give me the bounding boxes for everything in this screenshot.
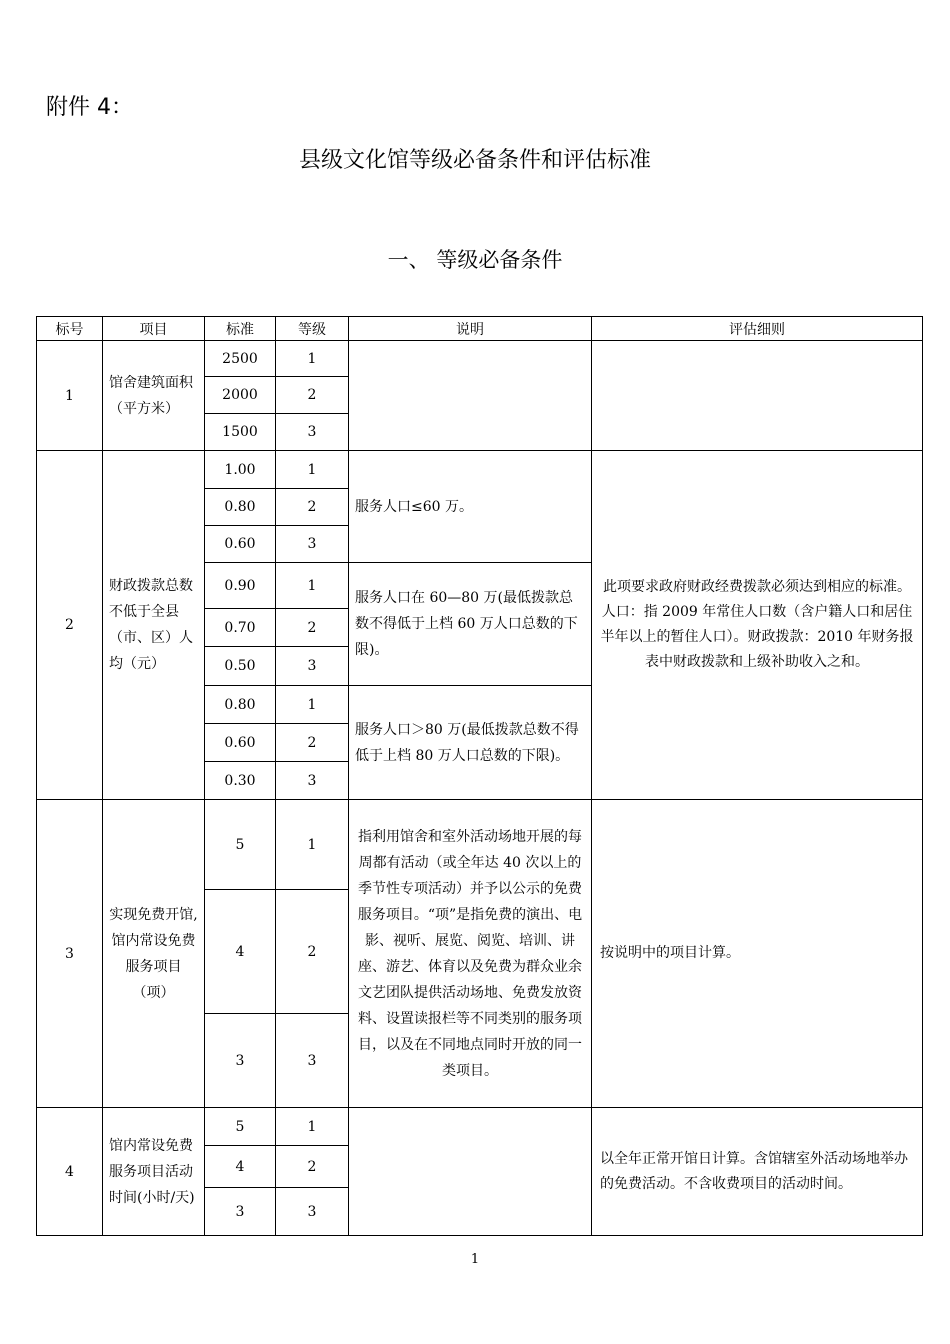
section-heading: 一、 等级必备条件 <box>387 248 563 272</box>
table-row <box>37 341 923 377</box>
item-cell: 实现免费开馆,馆内常设免费服务项目（项） <box>103 800 205 1108</box>
row-number: 4 <box>37 1108 103 1236</box>
rule-cell: 按说明中的项目计算。 <box>592 800 923 1108</box>
table-row <box>37 800 923 890</box>
row-number: 2 <box>37 451 103 800</box>
standard-cell: 2500 <box>205 341 276 377</box>
grade-cell: 1 <box>276 451 349 489</box>
standard-cell: 0.70 <box>205 609 276 647</box>
grade-cell: 3 <box>276 647 349 686</box>
header-cell-item: 项目 <box>103 317 205 341</box>
standard-cell: 4 <box>205 1146 276 1188</box>
standard-cell: 0.80 <box>205 489 276 526</box>
grade-cell: 2 <box>276 377 349 414</box>
grade-cell: 1 <box>276 341 349 377</box>
grade-cell: 2 <box>276 609 349 647</box>
description-cell: 服务人口在 60—80 万(最低拨款总数不得低于上档 60 万人口总数的下限)。 <box>349 563 592 686</box>
standard-cell: 5 <box>205 1108 276 1146</box>
header-cell-rules: 评估细则 <box>592 317 923 341</box>
grade-cell: 2 <box>276 890 349 1014</box>
row-number: 1 <box>37 341 103 451</box>
item-cell: 馆舍建筑面积（平方米） <box>103 341 205 451</box>
standard-cell: 0.90 <box>205 563 276 609</box>
standard-cell: 5 <box>205 800 276 890</box>
criteria-table <box>36 316 923 1236</box>
grade-cell: 1 <box>276 563 349 609</box>
rule-cell: 此项要求政府财政经费拨款必须达到相应的标准。人口：指 2009 年常住人口数（含户籍人口和居住半年以上的暂住人口）。财政拨款：2010 年财务报表中财政拨款和上级补助收入之和。 <box>592 451 923 800</box>
attachment-label: 附件 4： <box>46 95 133 120</box>
standard-cell: 4 <box>205 890 276 1014</box>
table-header-row <box>37 317 923 341</box>
standard-cell: 3 <box>205 1188 276 1236</box>
standard-cell: 1.00 <box>205 451 276 489</box>
description-cell <box>349 1108 592 1236</box>
grade-cell: 3 <box>276 1188 349 1236</box>
header-cell-no: 标号 <box>37 317 103 341</box>
header-cell-grade: 等级 <box>276 317 349 341</box>
table-row <box>37 1108 923 1146</box>
table-row <box>37 451 923 489</box>
header-cell-description: 说明 <box>349 317 592 341</box>
grade-cell: 1 <box>276 686 349 724</box>
description-cell <box>349 341 592 451</box>
item-cell: 馆内常设免费服务项目活动时间(小时/天) <box>103 1108 205 1236</box>
rule-cell: 以全年正常开馆日计算。含馆辖室外活动场地举办的免费活动。不含收费项目的活动时间。 <box>592 1108 923 1236</box>
standard-cell: 0.60 <box>205 526 276 563</box>
standard-cell: 0.80 <box>205 686 276 724</box>
grade-cell: 2 <box>276 489 349 526</box>
standard-cell: 0.30 <box>205 762 276 800</box>
grade-cell: 2 <box>276 724 349 762</box>
grade-cell: 2 <box>276 1146 349 1188</box>
grade-cell: 1 <box>276 800 349 890</box>
grade-cell: 3 <box>276 526 349 563</box>
page-number: 1 <box>470 1252 480 1267</box>
description-cell: 服务人口≤60 万。 <box>349 451 592 563</box>
standard-cell: 2000 <box>205 377 276 414</box>
standard-cell: 0.60 <box>205 724 276 762</box>
grade-cell: 3 <box>276 414 349 451</box>
description-cell: 指利用馆舍和室外活动场地开展的每周都有活动（或全年达 40 次以上的季节性专项活动）并予以公示的免费服务项目。“项”是指免费的演出、电影、视听、展览、阅览、培训、讲座、游艺、体育以及免费为群众业余文艺团队提供活动场地、免费发放资料、设置读报栏等不同类别的服务项目，以及在不同地点同时开放的同一类项目。 <box>349 800 592 1108</box>
item-cell: 财政拨款总数不低于全县（市、区）人均（元） <box>103 451 205 800</box>
document-title: 县级文化馆等级必备条件和评估标准 <box>298 148 651 173</box>
rule-cell <box>592 341 923 451</box>
grade-cell: 3 <box>276 762 349 800</box>
standard-cell: 0.50 <box>205 647 276 686</box>
grade-cell: 1 <box>276 1108 349 1146</box>
grade-cell: 3 <box>276 1014 349 1108</box>
row-number: 3 <box>37 800 103 1108</box>
standard-cell: 3 <box>205 1014 276 1108</box>
standard-cell: 1500 <box>205 414 276 451</box>
header-cell-standard: 标准 <box>205 317 276 341</box>
description-cell: 服务人口＞80 万(最低拨款总数不得低于上档 80 万人口总数的下限)。 <box>349 686 592 800</box>
